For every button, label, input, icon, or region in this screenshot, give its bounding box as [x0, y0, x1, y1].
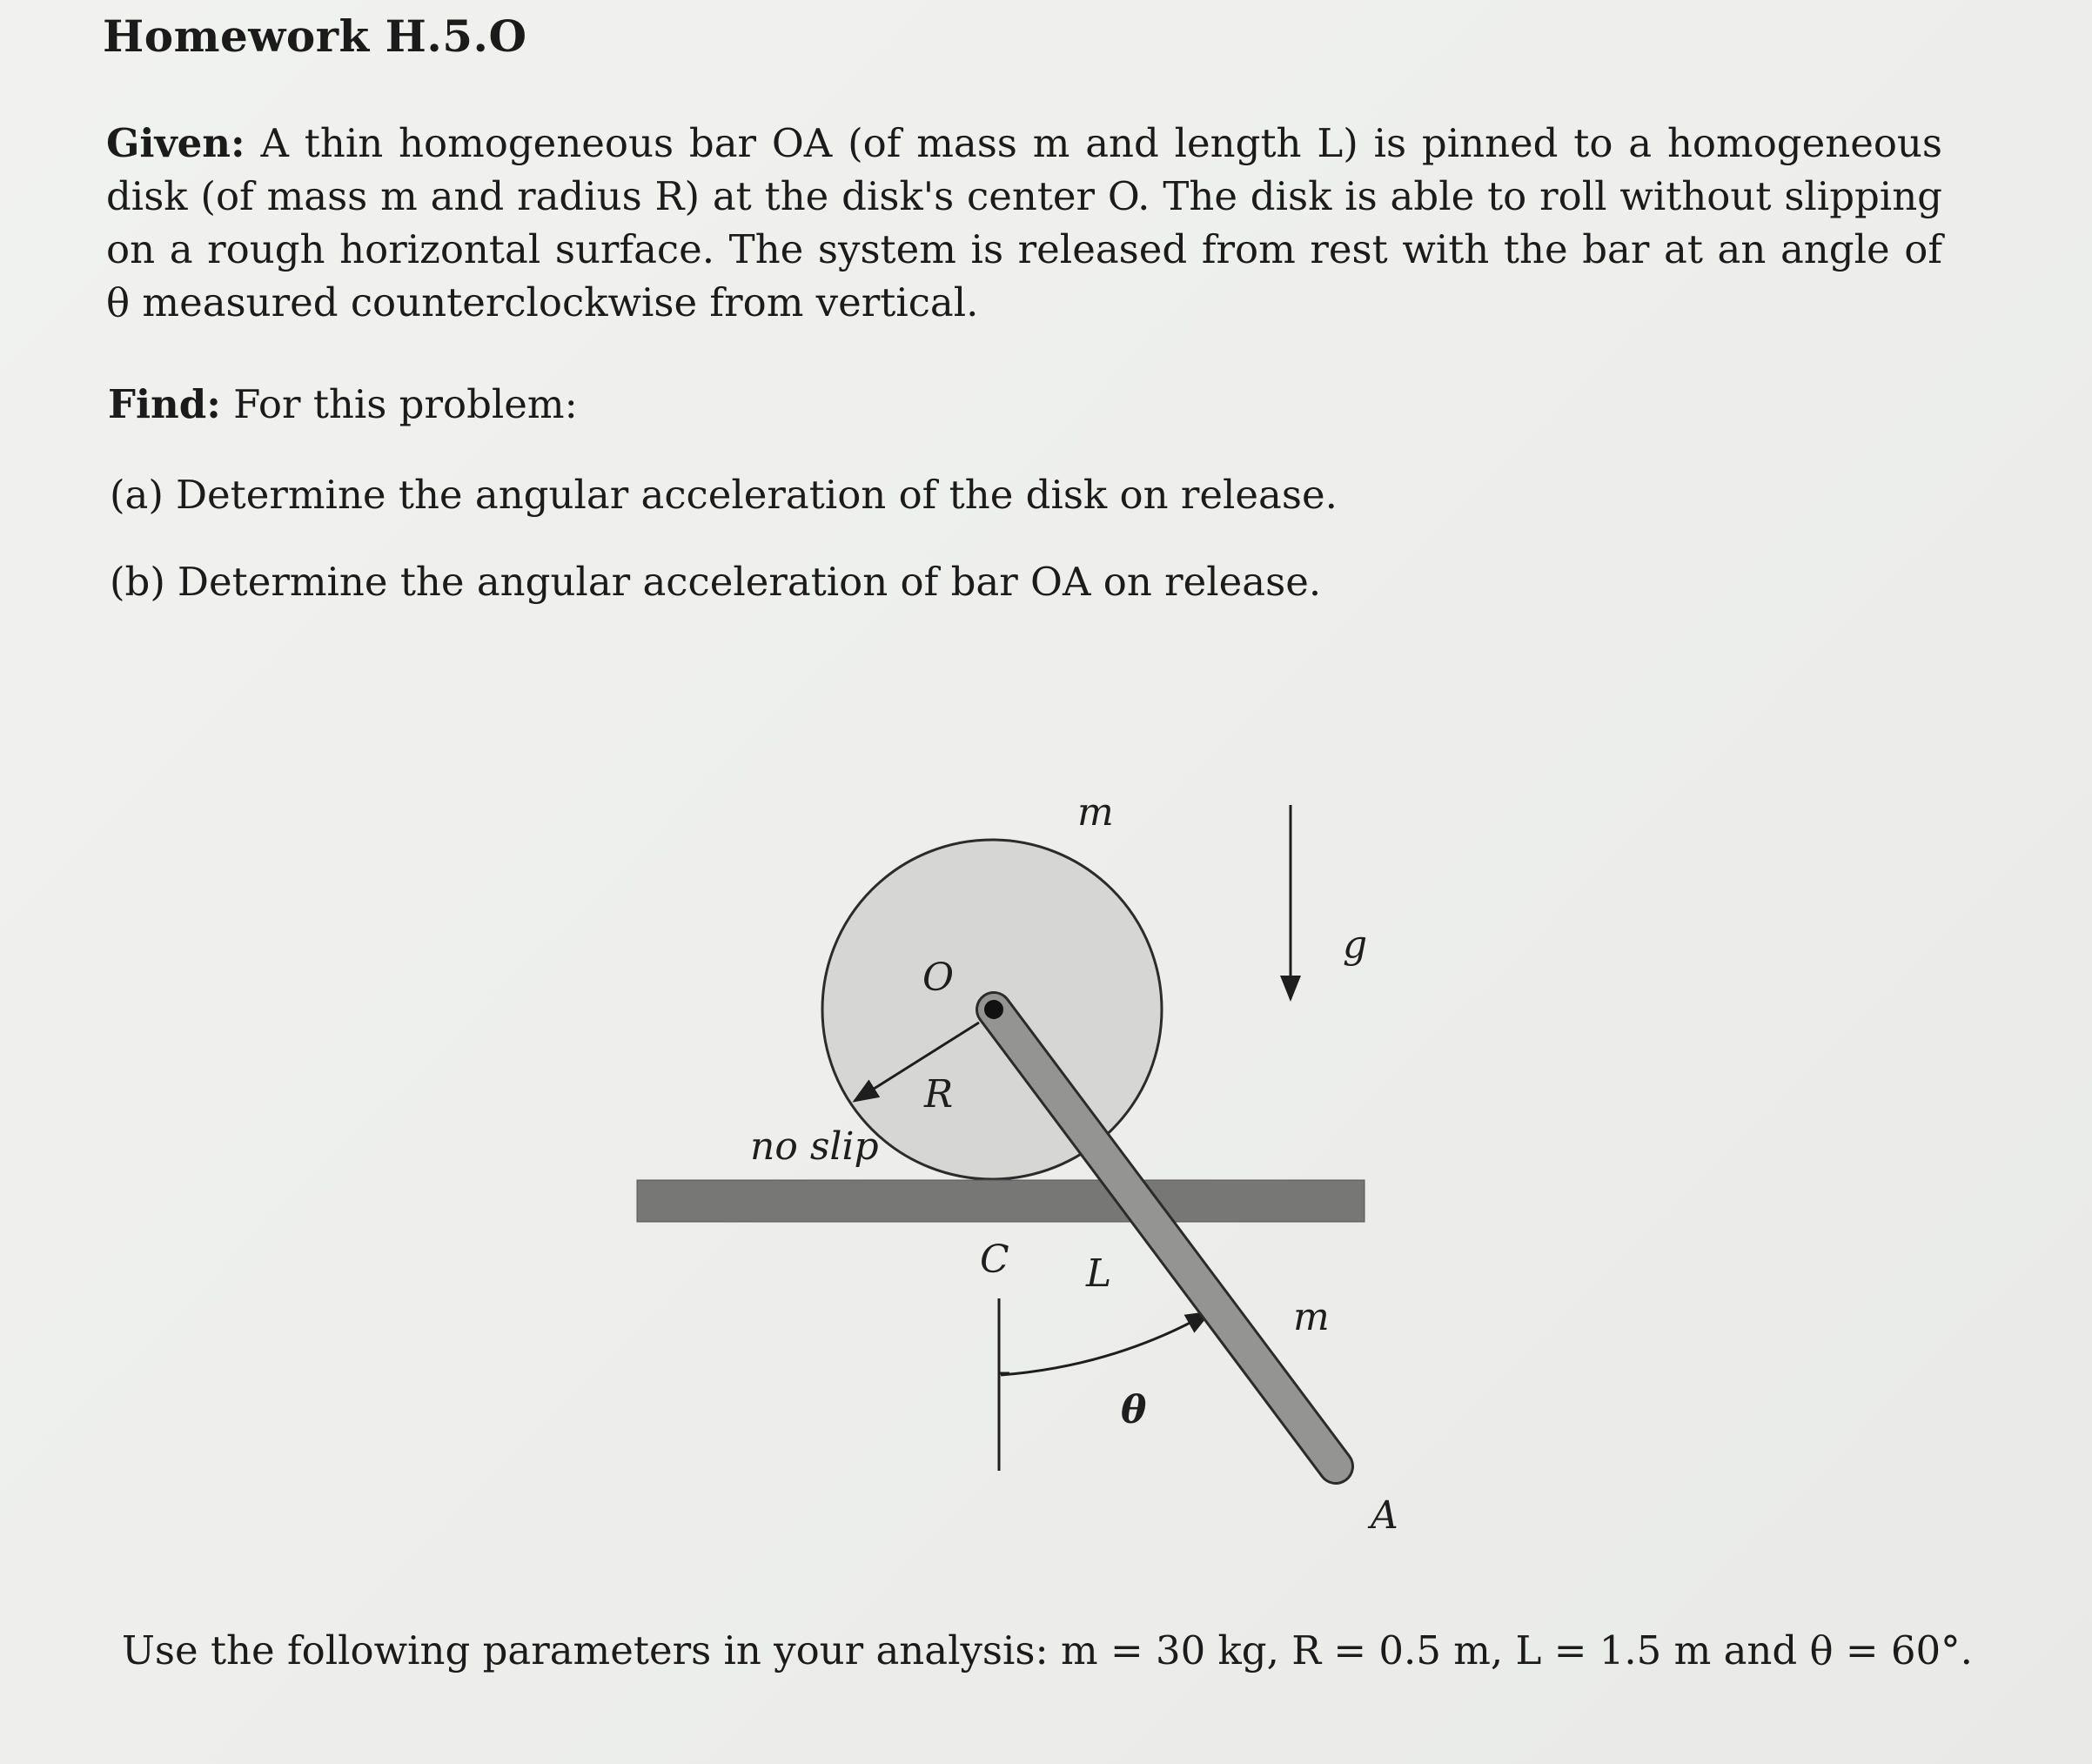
disk-mass-label: m [1077, 790, 1114, 835]
bar-mass-label: m [1293, 1295, 1330, 1339]
gravity-label: g [1343, 922, 1368, 967]
ground-surface [637, 1180, 1364, 1222]
find-label: Find: [108, 381, 221, 427]
contact-c-label: C [980, 1237, 1009, 1282]
pin-o [984, 1000, 1003, 1019]
find-text: For this problem: [233, 381, 578, 427]
homework-title: Homework H.5.O [103, 10, 527, 62]
part-b-tag: (b) [110, 559, 165, 605]
given-label: Given: [106, 120, 245, 166]
angle-arc [1001, 1312, 1210, 1375]
bar-oa [994, 1009, 1336, 1466]
part-a-text: Determine the angular acceleration of the disk on release. [175, 472, 1338, 518]
parameters-line: Use the following parameters in your analysis: m = 30 kg, R = 0.5 m, L = 1.5 m and θ = 60°. [122, 1627, 1973, 1673]
part-a-tag: (a) [110, 472, 164, 518]
length-label: L [1086, 1251, 1112, 1296]
given-text: A thin homogeneous bar OA (of mass m and length L) is pinned to a homogeneous disk (of mass m and radius R) at the disk's center O. The disk is able to roll without slipping on a rough horizontal surface. The system is released from rest with the bar at an angle of θ measured counterclockwise from vertical. [106, 120, 1943, 325]
radius-label: R [924, 1072, 954, 1117]
theta-label: θ [1121, 1388, 1147, 1432]
center-o-label: O [922, 956, 955, 1000]
end-a-label: A [1371, 1493, 1398, 1538]
no-slip-label: no slip [750, 1124, 879, 1169]
part-b-text: Determine the angular acceleration of bar OA on release. [177, 559, 1322, 605]
